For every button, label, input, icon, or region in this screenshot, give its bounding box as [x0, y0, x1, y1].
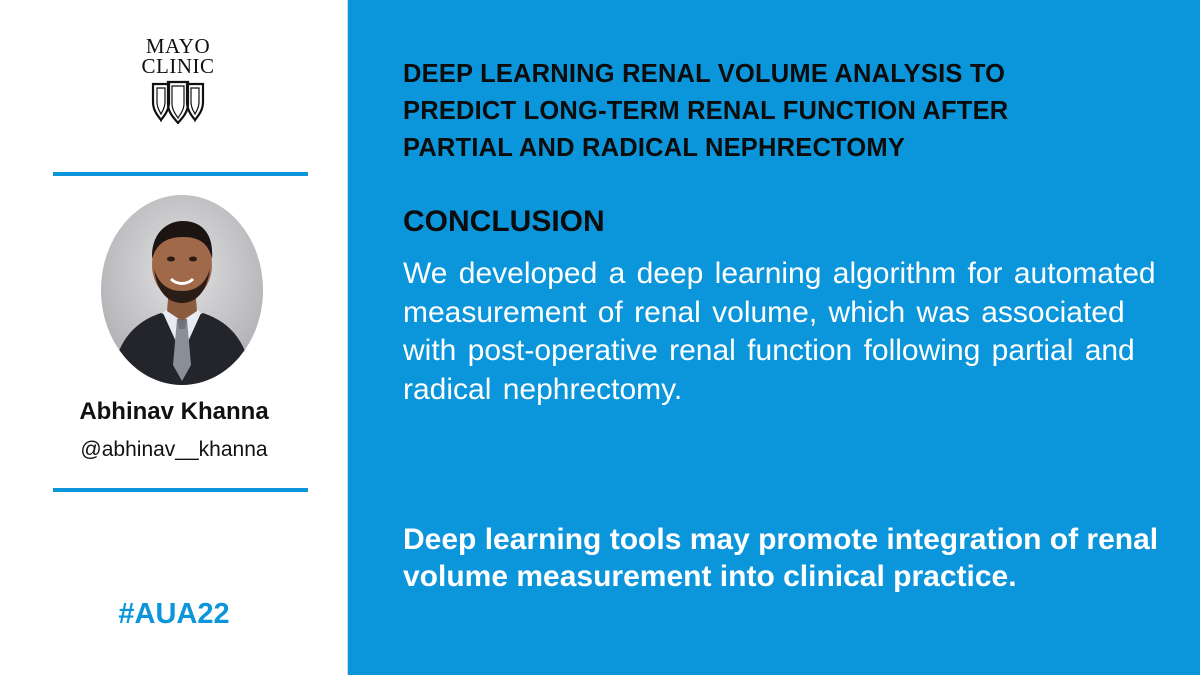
abstract-title: DEEP LEARNING RENAL VOLUME ANALYSIS TO PREDICT LONG-TERM RENAL FUNCTION AFTER PARTIAL AND RADICAL NEPHRECTOMY: [403, 60, 1009, 162]
divider-top: [53, 172, 308, 176]
left-panel: [0, 0, 348, 675]
section-heading: CONCLUSION: [403, 205, 605, 238]
mayo-clinic-logo: [130, 36, 226, 124]
mayo-clinic-shields-icon: [149, 80, 207, 124]
conference-hashtag: #AUA22: [118, 598, 230, 630]
divider-bottom: [53, 488, 308, 492]
logo-line-2: CLINIC: [141, 54, 215, 78]
presenter-name: Abhinav Khanna: [79, 398, 269, 425]
presenter-handle: @abhinav__khanna: [80, 438, 268, 461]
presenter-photo: [101, 195, 263, 385]
right-panel: [348, 0, 1200, 675]
logo-line-1: MAYO: [145, 34, 211, 58]
conclusion-text: We developed a deep learning algorithm for automated measurement of renal volume, which was associated with post-operative renal function following partial and radical nephrectomy.: [403, 257, 1156, 406]
takeaway-text: Deep learning tools may promote integration of renal volume measurement into clinical practice.: [403, 523, 1159, 593]
